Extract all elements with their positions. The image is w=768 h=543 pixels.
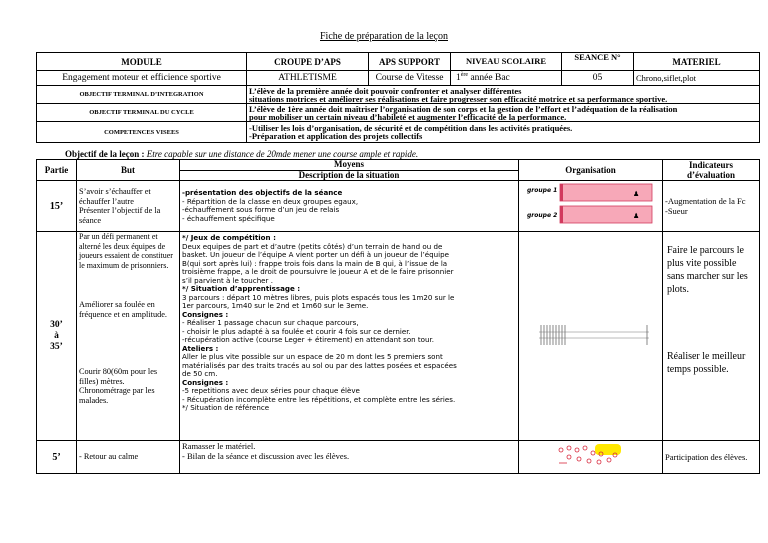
partie-2: 30’ à 35’ [37,232,77,441]
lesson-table [36,159,760,474]
materiel-header: MATERIEL [634,53,760,71]
header-table [36,52,760,143]
indicateurs-3: Participation des élèves. [663,441,760,474]
partie-1: 15’ [37,181,77,232]
page-title: Fiche de préparation de la leçon [320,31,448,42]
module-value: Engagement moteur et efficience sportive [37,71,247,86]
objectif-lecon: Objectif de la leçon : Etre capable sur une distance de 20mde mener une course ample et rapide. [65,149,419,159]
but-1: S’avoir s’échauffer et échauffer l’autre Présenter l’objectif de la séance [77,181,180,232]
niveau-value: 1ère année Bac [451,71,562,86]
organisation-header: Organisation [519,160,663,181]
but-2: Par un défi permanent et alterné les deux équipes de joueurs essaient de constituer le maximum de prisonniers. Améliorer sa foulée en fréquence et en amplitude. Courir 80(60m pour les filles) mètres. Chronométrage par les malades. [77,232,180,441]
runner-2-icon: ♟ [633,212,640,220]
ladder-diagram [519,315,663,355]
groupe-2-label: groupe 2 [527,212,558,219]
materiel-value: Chrono,siflet,plot [634,71,760,86]
indicateurs-1: -Augmentation de la Fc -Sueur [663,181,760,232]
niveau-header: NIVEAU SCOLAIRE [451,53,562,71]
but-3: - Retour au calme [77,441,180,474]
indicateurs-header: Indicateurs d’évaluation [663,160,760,181]
seance-value: 05 [562,71,634,86]
description-3: Ramasser le matériel. - Bilan de la séance et discussion avec les élèves. [180,441,519,474]
relay-diagram [519,181,663,229]
groupe-value: ATHLETISME [247,71,369,86]
groupe-1-label: groupe 1 [527,187,558,194]
runner-1-icon: ♟ [633,190,640,198]
module-header: MODULE [37,53,247,71]
description-2: */ Jeux de compétition : Deux equipes de part et d’autre (petits côtés) d’un terrain de hand ou de basket. Un joueur de l’équipe A vient porter un défi à un joueur de l’équipe B(qui sort après lui) : frappe trois fois dans la main de B qui, à l’issue de la troisième frappe, a le droit de poursuivre le joueur A et de le faire prisonnier s’il parvient à le toucher . */ Situation d’apprentissage : 3 parcours : départ 10 mètres libres, puis plots espacés tous les 1m20 sur le 1er parcours, 1m40 sur le 2nd et 1m60 sur le 3eme. Consignes : - Réaliser 1 passage chacun sur chaque parcours, - choisir le plus adapté à sa foulée et courir 4 fois sur ce dernier. -récupération active (course Leger + étirement) en attendant son tour. Ateliers : Aller le plus vite possible sur un espace de 20 m dont les 5 premiers sont matérialisés par des traits tracés au sol ou par des lattes posées et espacées de 50 cm. Consignes : -5 repetitions avec deux séries pour chaque élève - Récupération incomplète entre les répétitions, et complète entre les séries. */ Situation de référence [180,232,519,441]
groupe-header: CROUPE D’APS [247,53,369,71]
objectif-cycle-text: L’élève de 1ère année doit maîtriser l’organisation de son corps et la gestion de l’effort et l’adéquation de la réalisation pour mobiliser un certain niveau d’habileté et augmenter l’efficacité de la performance. [247,104,760,122]
organisation-3 [519,441,663,474]
seance-header: SEANCE N° [562,53,634,71]
moyens-header: Moyens [180,160,519,171]
objectif-cycle-label: OBJECTIF TERMINAL DU CYCLE [37,104,247,122]
organisation-2 [519,232,663,441]
description-1: -présentation des objectifs de la séance - Répartition de la classe en deux groupes egaux, -échauffement sous forme d’un jeu de relais - échauffement spécifique [180,181,519,232]
objectif-integration-text: L’élève de la première année doit pouvoir confronter et analyser différentes situations motrices et améliorer ses réalisations et faire progresser son efficacité motrice et sa performance sportive. [247,86,760,104]
competences-label: COMPETENCES VISEES [37,122,247,143]
competences-text: -Utiliser les lois d’organisation, de sécurité et de compétition dans les activités pratiquées. -Préparation et application des projets collectifs [247,122,760,143]
cooldown-diagram [519,441,663,471]
partie-3: 5’ [37,441,77,474]
organisation-1 [519,181,663,232]
aps-support-value: Course de Vitesse [369,71,451,86]
indicateurs-2: Faire le parcours le plus vite possible sans marcher sur les plots. Réaliser le meilleur temps possible. [663,232,760,441]
aps-support-header: APS SUPPORT [369,53,451,71]
partie-header: Partie [37,160,77,181]
description-header: Description de la situation [180,170,519,181]
objectif-integration-label: OBJECTIF TERMINAL D’INTEGRATION [37,86,247,104]
but-header: But [77,160,180,181]
